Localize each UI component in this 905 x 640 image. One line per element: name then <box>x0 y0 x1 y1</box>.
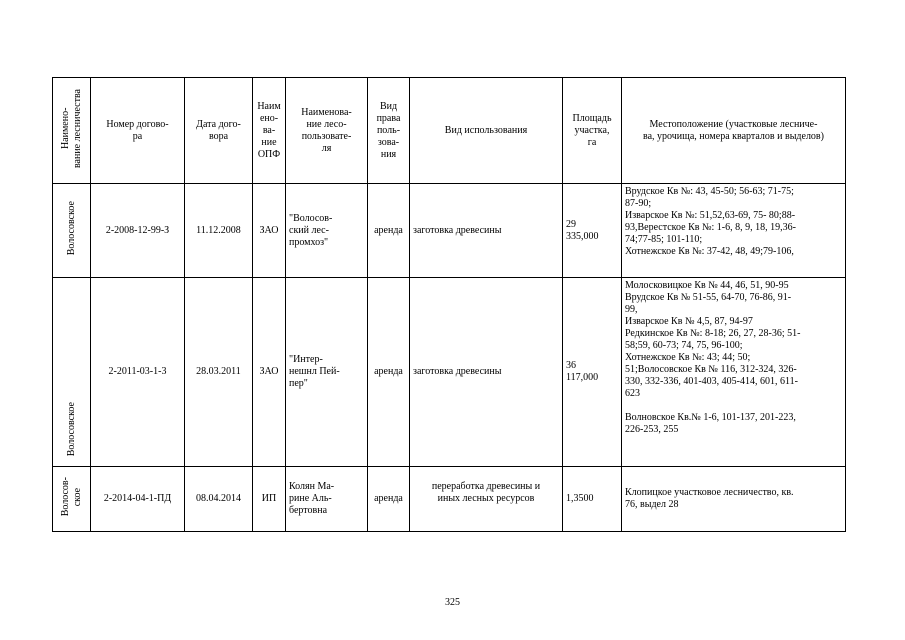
cell-contract-number: 2-2014-04-1-ПД <box>91 467 185 532</box>
cell-contract-number: 2-2008-12-99-З <box>91 184 185 278</box>
page-number: 325 <box>445 597 460 608</box>
cell-opf: ЗАО <box>253 184 286 278</box>
header-opf: Наим ено- ва- ние ОПФ <box>253 78 286 184</box>
table-row <box>53 184 846 278</box>
cell-contract-date: 28.03.2011 <box>185 278 253 467</box>
cell-forestry: Волосов- ское <box>53 467 91 532</box>
cell-right-type: аренда <box>368 467 410 532</box>
cell-location: Клопицкое участковое лесничество, кв. 76, выдел 28 <box>622 467 846 532</box>
cell-user-name: "Интер- нешнл Пей- пер" <box>286 278 368 467</box>
header-user-name: Наименова- ние лесо- пользовате- ля <box>286 78 368 184</box>
cell-contract-number: 2-2011-03-1-3 <box>91 278 185 467</box>
cell-forestry: Волосовское <box>53 278 91 467</box>
cell-forestry: Волосовское <box>53 184 91 278</box>
cell-opf: ЗАО <box>253 278 286 467</box>
cell-right-type: аренда <box>368 278 410 467</box>
header-location: Местоположение (участковые лесниче- ва, урочища, номера кварталов и выделов) <box>622 78 846 184</box>
table-row <box>53 278 846 467</box>
cell-location: Молосковицкое Кв № 44, 46, 51, 90-95 Врудское Кв № 51-55, 64-70, 76-86, 91- 99, Изварское Кв № 4,5, 87, 94-97 Редкинское Кв №: 8-18; 26, 27, 28-36; 51- 58;59, 60-73; 74, 75, 96-100; Хотнежское Кв №: 43; 44; 50; 51;Волосовское Кв № 116, 312-324, 326- 330, 332-336, 401-403, 405-414, 601, 611- 623 Волновское Кв.№ 1-6, 101-137, 201-223, 226-253, 255 <box>622 278 846 467</box>
cell-user-name: Колян Ма- рине Аль- бертовна <box>286 467 368 532</box>
lease-registry-table <box>52 77 846 532</box>
cell-contract-date: 11.12.2008 <box>185 184 253 278</box>
cell-area: 1,3500 <box>563 467 622 532</box>
table-row <box>53 467 846 532</box>
cell-use-type: заготовка древесины <box>410 184 563 278</box>
header-contract-date: Дата дого- вора <box>185 78 253 184</box>
cell-area: 29 335,000 <box>563 184 622 278</box>
cell-use-type: заготовка древесины <box>410 278 563 467</box>
header-forestry: Наимено- вание лесничества <box>53 78 91 184</box>
cell-contract-date: 08.04.2014 <box>185 467 253 532</box>
table-header-row <box>53 78 846 184</box>
header-use-type: Вид использования <box>410 78 563 184</box>
header-right-type: Вид права поль- зова- ния <box>368 78 410 184</box>
cell-use-type: переработка древесины и иных лесных ресурсов <box>410 467 563 532</box>
cell-opf: ИП <box>253 467 286 532</box>
cell-user-name: "Волосов- ский лес- промхоз" <box>286 184 368 278</box>
header-area: Площадь участка, га <box>563 78 622 184</box>
cell-location: Врудское Кв №: 43, 45-50; 56-63; 71-75; 87-90; Изварское Кв №: 51,52,63-69, 75- 80;88- 93,Верестское Кв №: 1-6, 8, 9, 18, 19,36- 74;77-85; 101-110; Хотнежское Кв №: 37-42, 48, 49;79-106, <box>622 184 846 278</box>
header-contract-number: Номер догово- ра <box>91 78 185 184</box>
cell-right-type: аренда <box>368 184 410 278</box>
cell-area: 36 117,000 <box>563 278 622 467</box>
